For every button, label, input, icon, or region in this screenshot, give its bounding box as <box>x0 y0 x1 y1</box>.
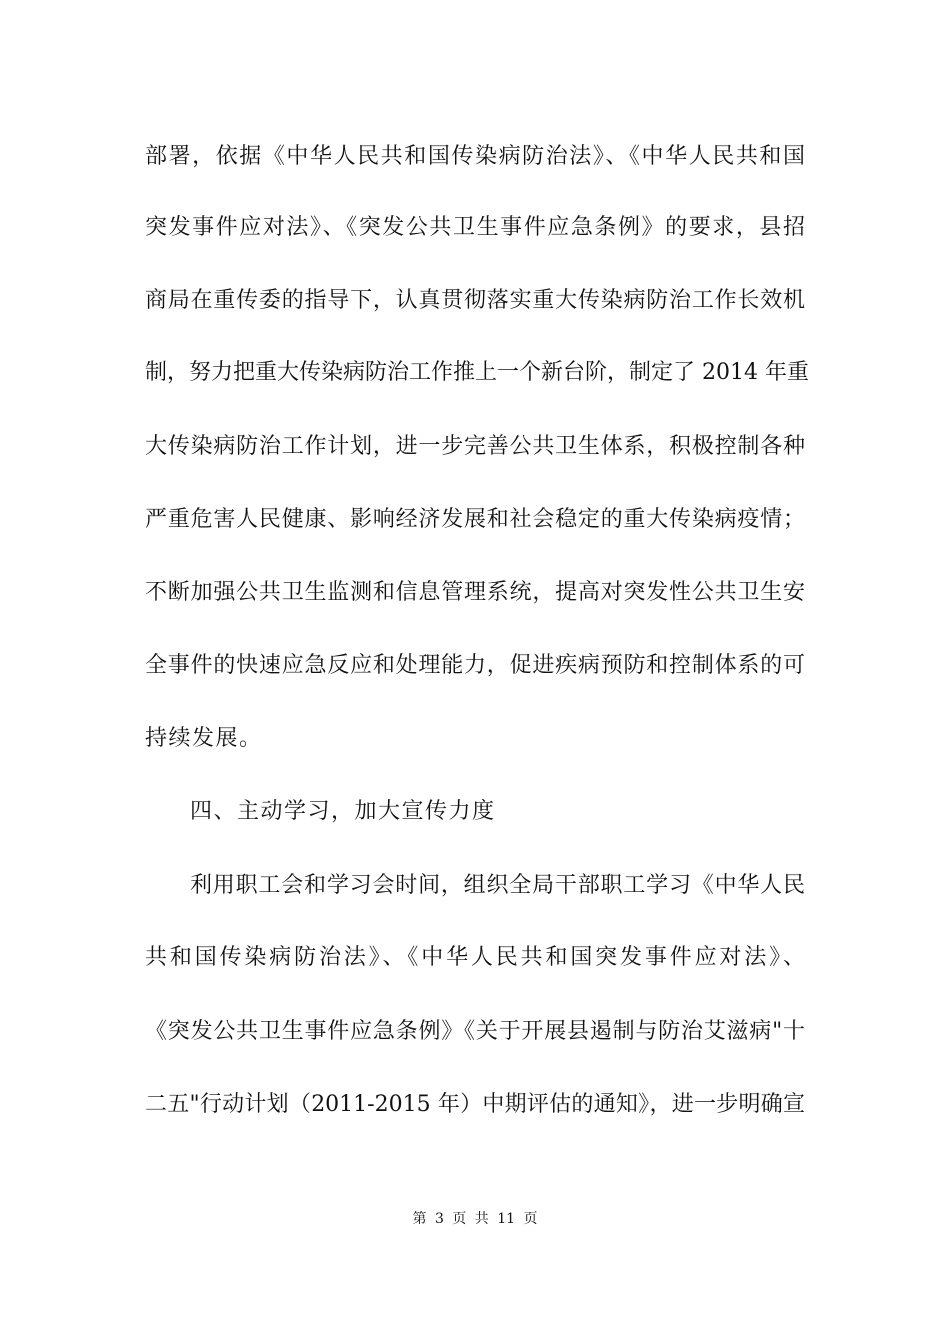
para2-line-1: 利用职工会和学习会时间，组织全局干部职工学习《中华人民 <box>190 873 805 898</box>
para2-line-3: 《突发公共卫生事件应急条例》《关于开展县遏制与防治艾滋病"十 <box>145 1019 805 1044</box>
page-number-footer: 第 3 页 共 11 页 <box>412 1211 538 1227</box>
body-line-4: 制，努力把重大传染病防治工作推上一个新台阶，制定了 2014 年重 <box>145 360 809 385</box>
body-line-2: 突发事件应对法》、《突发公共卫生事件应急条例》的要求，县招 <box>145 215 805 240</box>
body-line-5: 大传染病防治工作计划，进一步完善公共卫生体系，积极控制各种 <box>145 434 805 459</box>
body-line-6: 严重危害人民健康、影响经济发展和社会稳定的重大传染病疫情； <box>145 507 805 532</box>
body-line-1: 部署，依据《中华人民共和国传染病防治法》、《中华人民共和国 <box>145 144 805 169</box>
section-heading: 四、主动学习，加大宣传力度 <box>190 799 496 824</box>
body-line-7: 不断加强公共卫生监测和信息管理系统，提高对突发性公共卫生安 <box>145 580 805 605</box>
body-line-8: 全事件的快速应急反应和处理能力，促进疾病预防和控制体系的可 <box>145 653 805 678</box>
para2-line-4: 二五"行动计划（2011-2015 年）中期评估的通知》，进一步明确宣 <box>145 1092 805 1117</box>
body-line-3: 商局在重传委的指导下，认真贯彻落实重大传染病防治工作长效机 <box>145 288 805 313</box>
para2-line-2: 共和国传染病防治法》、《中华人民共和国突发事件应对法》、 <box>145 945 805 970</box>
body-line-9: 持续发展。 <box>145 726 263 751</box>
